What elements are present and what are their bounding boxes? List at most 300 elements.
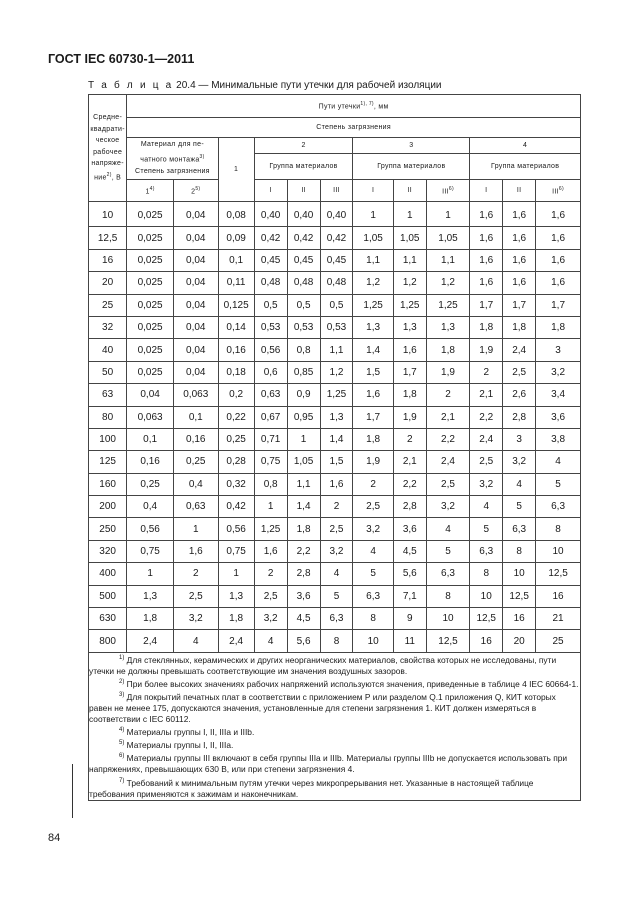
value-cell: 4,5 [287,608,320,630]
value-cell: 1,4 [353,339,393,361]
pcb-material-header [127,138,218,180]
value-cell: 1,05 [287,451,320,473]
voltage-cell: 200 [89,496,127,518]
value-cell: 1,5 [353,361,393,383]
voltage-header-line: ческое [95,137,120,145]
table-row [89,451,581,473]
value-cell: 5 [470,518,503,540]
value-cell: 0,25 [218,428,254,450]
value-cell: 1,6 [470,202,503,227]
pcb-pollution-line: Степень загрязнения [135,168,210,176]
value-cell: 8 [353,608,393,630]
value-cell: 0,08 [218,202,254,227]
value-cell: 0,67 [254,406,287,428]
value-cell: 2,1 [393,451,426,473]
value-cell: 1,1 [393,249,426,271]
value-cell: 0,025 [127,249,174,271]
value-cell: 1,8 [353,428,393,450]
creepage-unit: , мм [373,103,389,111]
value-cell: 4 [503,473,536,495]
footnote-ref: 2) [106,171,112,178]
value-cell: 0,063 [173,384,218,406]
value-cell: 1,6 [536,272,581,294]
value-cell: 2 [320,496,353,518]
value-cell: 0,04 [173,227,218,249]
notes-cell [89,652,581,800]
value-cell: 0,8 [254,473,287,495]
value-cell: 2,2 [393,473,426,495]
value-cell: 2,4 [218,630,254,652]
value-cell: 1,7 [536,294,581,316]
value-cell: 1,3 [393,316,426,338]
value-cell: 12,5 [536,563,581,585]
value-cell: 0,56 [254,339,287,361]
group-header: II [503,180,536,202]
value-cell: 3,2 [254,608,287,630]
footnote-mark: 1) [119,654,125,661]
material-group-header: Группа материалов [254,154,353,180]
value-cell: 16 [536,585,581,607]
value-cell: 4,5 [393,540,426,562]
value-cell: 6,3 [503,518,536,540]
value-cell: 0,48 [254,272,287,294]
voltage-cell: 25 [89,294,127,316]
voltage-cell: 32 [89,316,127,338]
value-cell: 2,4 [503,339,536,361]
value-cell: 5,6 [393,563,426,585]
value-cell: 5 [353,563,393,585]
voltage-header-line: напряже- [91,160,124,168]
value-cell: 1,3 [127,585,174,607]
value-cell: 2,5 [173,585,218,607]
pcb-material-line: Материал для пе- [140,140,204,148]
footnote-mark: 6) [119,753,125,760]
caption-prefix: Т а б л и ц а [88,80,174,91]
value-cell: 0,85 [287,361,320,383]
voltage-cell: 160 [89,473,127,495]
value-cell: 0,75 [218,540,254,562]
voltage-header-line: рабочее [93,148,123,156]
voltage-cell: 400 [89,563,127,585]
voltage-cell: 100 [89,428,127,450]
group-header: II [393,180,426,202]
value-cell: 2,1 [470,384,503,406]
footnote-ref: 4) [149,185,155,192]
voltage-header [89,95,127,202]
value-cell: 1,1 [287,473,320,495]
value-cell: 0,53 [254,316,287,338]
value-cell: 0,2 [218,384,254,406]
value-cell: 1 [426,202,470,227]
value-cell: 2,1 [426,406,470,428]
value-cell: 2,4 [470,428,503,450]
value-cell: 4 [254,630,287,652]
value-cell: 0,63 [254,384,287,406]
value-cell: 2,5 [320,518,353,540]
voltage-cell: 50 [89,361,127,383]
value-cell: 1,7 [470,294,503,316]
footnote-text: При более высоких значениях рабочих напряжений используются значения, приведенные в таблице 4 IEC 60664-1. [124,678,579,689]
voltage-cell: 16 [89,249,127,271]
value-cell: 4 [173,630,218,652]
value-cell: 1,3 [320,406,353,428]
footnote-text: Материалы группы III включают в себя группы IIIa и IIIb. Материалы группы IIIb не допускается использовать при напряжениях, превышающих 630 В, или при степени загрязнения 4. [89,753,568,775]
table-row [89,540,581,562]
creepage-header-text: Пути утечки [318,103,361,111]
table-header [89,95,581,202]
value-cell: 1,1 [320,339,353,361]
footnote-mark: 7) [119,777,125,784]
value-cell: 7,1 [393,585,426,607]
value-cell: 0,53 [287,316,320,338]
table-row [89,249,581,271]
value-cell: 2 [173,563,218,585]
value-cell: 5,6 [287,630,320,652]
value-cell: 0,025 [127,316,174,338]
group-header [426,180,470,202]
degree-4-header: 4 [470,138,581,154]
value-cell: 1,05 [393,227,426,249]
value-cell: 0,71 [254,428,287,450]
value-cell: 0,42 [254,227,287,249]
value-cell: 1,7 [353,406,393,428]
value-cell: 5 [320,585,353,607]
footnote-ref: 6) [558,185,564,192]
footnote [89,690,580,725]
value-cell: 1,8 [426,339,470,361]
value-cell: 25 [536,630,581,652]
value-cell: 2,4 [426,451,470,473]
material-group-header: Группа материалов [353,154,470,180]
value-cell: 0,56 [127,518,174,540]
degree-2-header: 2 [254,138,353,154]
value-cell: 0,1 [173,406,218,428]
value-cell: 1,1 [353,249,393,271]
degree-1-header: 1 [218,138,254,202]
value-cell: 1 [287,428,320,450]
value-cell: 2,2 [470,406,503,428]
value-cell: 1,2 [393,272,426,294]
footnote-ref: 3) [199,153,205,160]
value-cell: 1,2 [353,272,393,294]
footnote [89,738,580,751]
value-cell: 0,75 [254,451,287,473]
value-cell: 0,6 [254,361,287,383]
group-header-text: III [442,188,449,196]
value-cell: 1,8 [287,518,320,540]
voltage-header-line: квадрати- [90,125,125,133]
table-row [89,630,581,652]
value-cell: 1,8 [536,316,581,338]
footnote [89,725,580,738]
table-row [89,272,581,294]
value-cell: 1,6 [254,540,287,562]
value-cell: 1,6 [503,272,536,294]
value-cell: 0,75 [127,540,174,562]
table-row [89,339,581,361]
value-cell: 1,9 [470,339,503,361]
value-cell: 1,6 [320,473,353,495]
value-cell: 1,7 [393,361,426,383]
value-cell: 0,9 [287,384,320,406]
value-cell: 0,16 [218,339,254,361]
value-cell: 3,2 [470,473,503,495]
value-cell: 0,32 [218,473,254,495]
value-cell: 0,125 [218,294,254,316]
value-cell: 1,6 [536,249,581,271]
footnote [89,776,580,800]
value-cell: 2,4 [127,630,174,652]
table-body [89,202,581,653]
value-cell: 1,9 [353,451,393,473]
value-cell: 1,6 [393,339,426,361]
value-cell: 0,42 [287,227,320,249]
value-cell: 1,9 [426,361,470,383]
value-cell: 1,6 [536,227,581,249]
value-cell: 12,5 [426,630,470,652]
voltage-cell: 80 [89,406,127,428]
table-row [89,563,581,585]
value-cell: 2 [393,428,426,450]
value-cell: 1,8 [127,608,174,630]
value-cell: 0,25 [173,451,218,473]
value-cell: 0,63 [173,496,218,518]
footnote [89,653,580,677]
value-cell: 0,25 [127,473,174,495]
value-cell: 4 [320,563,353,585]
value-cell: 2,2 [287,540,320,562]
value-cell: 3,2 [320,540,353,562]
group-header: I [353,180,393,202]
voltage-header-line: Средне- [93,114,123,122]
value-cell: 0,4 [127,496,174,518]
value-cell: 0,1 [218,249,254,271]
value-cell: 3 [503,428,536,450]
value-cell: 0,025 [127,339,174,361]
value-cell: 1,6 [353,384,393,406]
footnote-ref: 5) [195,185,201,192]
pcb-degree-text: 2 [191,188,196,196]
value-cell: 0,04 [173,339,218,361]
voltage-unit: , В [111,174,122,182]
table-row [89,384,581,406]
value-cell: 1,9 [393,406,426,428]
pollution-degree-header: Степень загрязнения [127,118,581,138]
pcb-degree-text: 1 [145,188,150,196]
value-cell: 0,28 [218,451,254,473]
value-cell: 2,5 [426,473,470,495]
value-cell: 10 [536,540,581,562]
footnote [89,677,580,690]
value-cell: 0,14 [218,316,254,338]
table-row [89,518,581,540]
footnote-text: Материалы группы I, II, IIIa и IIIb. [124,727,255,738]
value-cell: 5 [536,473,581,495]
value-cell: 2,8 [503,406,536,428]
voltage-cell: 800 [89,630,127,652]
value-cell: 3,8 [536,428,581,450]
value-cell: 0,95 [287,406,320,428]
value-cell: 0,025 [127,202,174,227]
value-cell: 1,05 [426,227,470,249]
table-notes [89,652,581,800]
footnote-ref: 1), 7) [360,101,374,108]
value-cell: 0,16 [127,451,174,473]
value-cell: 2,6 [503,384,536,406]
value-cell: 1,6 [470,272,503,294]
table-row [89,294,581,316]
voltage-cell: 125 [89,451,127,473]
value-cell: 2,8 [287,563,320,585]
value-cell: 2,5 [353,496,393,518]
value-cell: 4 [470,496,503,518]
group-header: II [287,180,320,202]
value-cell: 0,48 [320,272,353,294]
footnote-mark: 3) [119,692,125,699]
change-bar [72,764,73,818]
footnote-mark: 2) [119,679,125,686]
value-cell: 0,1 [127,428,174,450]
value-cell: 1 [127,563,174,585]
value-cell: 0,42 [320,227,353,249]
value-cell: 0,025 [127,294,174,316]
value-cell: 0,53 [320,316,353,338]
footnote-text: Для стеклянных, керамических и других неорганических материалов, свойства которых не исследованы, пути утечки не должны превышать соответствующие им значения воздушных зазоров. [89,654,557,676]
value-cell: 0,45 [320,249,353,271]
value-cell: 0,42 [218,496,254,518]
group-header: III [320,180,353,202]
value-cell: 3 [536,339,581,361]
value-cell: 10 [426,608,470,630]
value-cell: 0,025 [127,272,174,294]
value-cell: 1,25 [353,294,393,316]
footnote-ref: 6) [448,185,454,192]
value-cell: 1,3 [218,585,254,607]
document-title: ГОСТ IEC 60730-1—2011 [48,52,195,66]
pcb-degree-2-header [173,180,218,202]
voltage-cell: 63 [89,384,127,406]
value-cell: 10 [503,563,536,585]
group-header [536,180,581,202]
value-cell: 1,4 [320,428,353,450]
page-number: 84 [48,832,61,844]
value-cell: 1,6 [503,249,536,271]
value-cell: 12,5 [503,585,536,607]
value-cell: 1,05 [353,227,393,249]
value-cell: 3,6 [287,585,320,607]
voltage-header-text: ние [94,174,107,182]
footnote-mark: 4) [119,727,125,734]
value-cell: 0,11 [218,272,254,294]
table-row [89,428,581,450]
value-cell: 1 [218,563,254,585]
value-cell: 0,45 [287,249,320,271]
footnote-text: Требований к минимальным путям утечки через микропрерывания нет. Указанные в настоящей таблице требования применяются к зажимам и наконечникам. [89,777,534,799]
value-cell: 1,3 [426,316,470,338]
value-cell: 0,5 [320,294,353,316]
value-cell: 6,3 [426,563,470,585]
value-cell: 0,16 [173,428,218,450]
value-cell: 8 [320,630,353,652]
value-cell: 1,25 [254,518,287,540]
value-cell: 0,8 [287,339,320,361]
table-row [89,608,581,630]
value-cell: 3,2 [536,361,581,383]
value-cell: 2,5 [470,451,503,473]
value-cell: 0,22 [218,406,254,428]
value-cell: 0,4 [173,473,218,495]
table-row [89,406,581,428]
value-cell: 0,025 [127,361,174,383]
value-cell: 2,2 [426,428,470,450]
group-header: I [470,180,503,202]
value-cell: 3,6 [393,518,426,540]
value-cell: 11 [393,630,426,652]
pcb-material-text: чатного монтажа [140,156,200,164]
table-row [89,202,581,227]
value-cell: 0,45 [254,249,287,271]
value-cell: 4 [426,518,470,540]
value-cell: 2 [426,384,470,406]
value-cell: 1 [173,518,218,540]
value-cell: 1,5 [320,451,353,473]
pcb-material-line [127,151,217,166]
value-cell: 0,025 [127,227,174,249]
voltage-cell: 20 [89,272,127,294]
value-cell: 1 [254,496,287,518]
voltage-header-line [89,170,126,184]
value-cell: 0,063 [127,406,174,428]
value-cell: 0,40 [287,202,320,227]
table-row [89,361,581,383]
value-cell: 1,2 [320,361,353,383]
voltage-cell: 630 [89,608,127,630]
value-cell: 0,09 [218,227,254,249]
value-cell: 2,8 [393,496,426,518]
value-cell: 10 [470,585,503,607]
table-row [89,316,581,338]
voltage-cell: 500 [89,585,127,607]
value-cell: 6,3 [536,496,581,518]
value-cell: 1,6 [470,249,503,271]
voltage-cell: 320 [89,540,127,562]
group-header: I [254,180,287,202]
value-cell: 1,3 [353,316,393,338]
value-cell: 16 [503,608,536,630]
value-cell: 1,8 [218,608,254,630]
value-cell: 8 [470,563,503,585]
value-cell: 0,56 [218,518,254,540]
voltage-cell: 250 [89,518,127,540]
group-header-text: III [552,188,559,196]
value-cell: 1,8 [470,316,503,338]
value-cell: 1,8 [503,316,536,338]
value-cell: 0,04 [173,272,218,294]
value-cell: 8 [503,540,536,562]
value-cell: 0,04 [173,294,218,316]
value-cell: 8 [536,518,581,540]
value-cell: 1,6 [536,202,581,227]
value-cell: 1,6 [503,227,536,249]
value-cell: 1,6 [470,227,503,249]
value-cell: 0,04 [127,384,174,406]
creepage-table [88,94,581,801]
value-cell: 1,25 [393,294,426,316]
footnote-text: Для покрытий печатных плат в соответствии с приложением Р или разделом Q.1 приложения Q, КИТ которых равен не менее 175, допускаются значения, установленные для степени загрязнения 1. КИТ должен измеряться в соответствии с IEC 60112. [89,691,556,725]
value-cell: 0,04 [173,361,218,383]
value-cell: 0,04 [173,202,218,227]
value-cell: 9 [393,608,426,630]
